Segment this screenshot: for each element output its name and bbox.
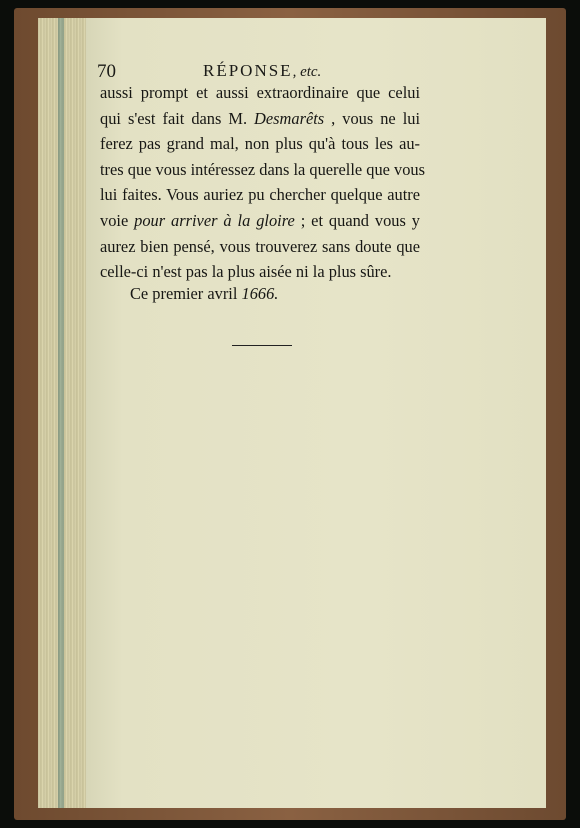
running-head-title: RÉPONSE: [203, 61, 293, 80]
page-number: 70: [97, 61, 116, 82]
italic-name: Desmarêts: [254, 108, 325, 128]
date-line: [130, 284, 278, 304]
text-line-content: lui faites. Vous auriez pu chercher quelque autre: [100, 185, 420, 205]
text-line: [100, 131, 420, 157]
italic-phrase: pour arriver à la gloire: [134, 210, 295, 230]
body-text: [100, 80, 425, 285]
text-line: [100, 106, 420, 132]
text-line-content: celle-ci n'est pas la plus aisée ni la plus sûre.: [100, 262, 392, 282]
text-line-content: , vous ne lui: [324, 108, 420, 128]
text-line-content: qui s'est fait dans M.: [100, 108, 255, 128]
text-line-content: ferez pas grand mal, non plus qu'à tous les au-: [100, 134, 420, 154]
text-line: [100, 234, 420, 260]
text-line-content: ; et quand vous y: [294, 210, 421, 230]
text-line: [100, 80, 420, 106]
running-head-suffix: , etc.: [292, 64, 322, 80]
date-prefix: Ce premier avril: [130, 284, 242, 303]
text-line: [100, 182, 420, 208]
text-line: [100, 157, 425, 183]
running-head: [203, 61, 321, 81]
section-rule: [232, 345, 292, 346]
text-line: [100, 259, 420, 285]
text-line-content: tres que vous intéressez dans la querelle que vous: [100, 159, 425, 179]
text-line-content: voie: [100, 210, 135, 230]
text-line: [100, 208, 420, 234]
text-line-content: aurez bien pensé, vous trouverez sans doute que: [100, 236, 420, 256]
page-edges-band: [58, 18, 64, 808]
date-year: 1666.: [241, 284, 279, 303]
text-line-content: aussi prompt et aussi extraordinaire que celui: [100, 83, 420, 102]
